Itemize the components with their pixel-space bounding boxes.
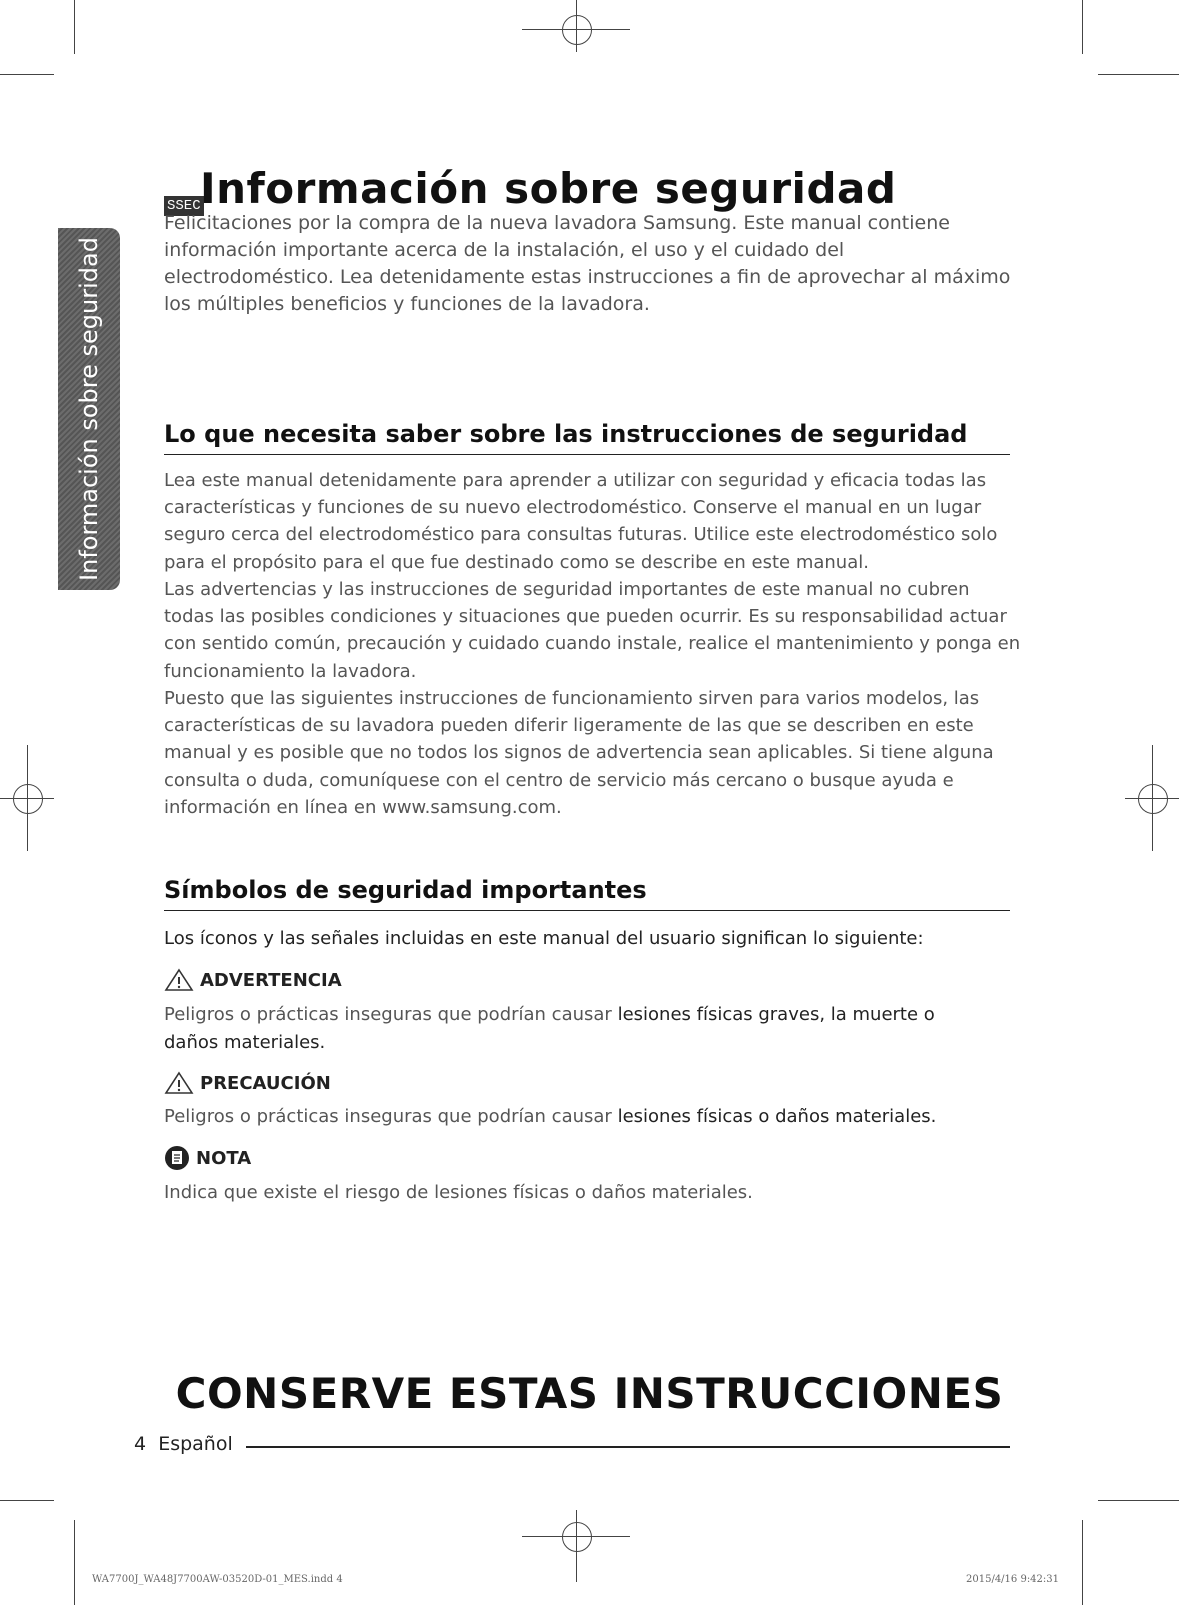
section-heading-instructions: Lo que necesita saber sobre las instrucciones de seguridad (164, 420, 1010, 455)
caution-description (164, 1103, 994, 1131)
caution-text-bold: lesiones físicas o daños materiales. (617, 1106, 937, 1127)
warning-description (164, 1001, 994, 1057)
note-label-text: NOTA (196, 1147, 252, 1169)
symbols-intro: Los íconos y las señales incluidas en este manual del usuario significan lo siguiente: (164, 928, 924, 949)
crop-mark (1082, 0, 1083, 54)
print-timestamp: 2015/4/16 9:42:31 (966, 1574, 1060, 1585)
section1-paragraph: Lea este manual detenidamente para aprender a utilizar con seguridad y eficacia todas las características y funciones de su nuevo electrodoméstico. Conserve el manual en un lugar seguro cerca del electrodoméstico para consultas futuras. Utilice este electrodoméstico solo para el propósito para el que fue destinado como se describe en este manual. (164, 470, 998, 573)
crop-mark (1098, 74, 1179, 75)
warning-label (164, 968, 342, 992)
page-title: Información sobre seguridad (200, 164, 897, 213)
crop-mark (74, 1520, 75, 1605)
warning-label-text: ADVERTENCIA (200, 969, 342, 991)
page-language: Español (158, 1433, 233, 1455)
section1-paragraph: Puesto que las siguientes instrucciones de funcionamiento sirven para varios modelos, las características de su lavadora pueden diferir ligeramente de las que se describen en este manual y es posible que no todos los signos de advertencia sean aplicables. Si tiene alguna consulta o duda, comuníquese con el centro de servicio más cercano o busque ayuda e información en línea en www.samsung.com. (164, 688, 994, 818)
page-number (134, 1433, 233, 1455)
side-tab-label: Información sobre seguridad (75, 237, 103, 581)
caution-label-text: PRECAUCIÓN (200, 1072, 331, 1094)
warning-text-plain: Peligros o prácticas inseguras que podrían causar (164, 1004, 618, 1025)
caution-text-plain: Peligros o prácticas inseguras que podrían causar (164, 1106, 618, 1127)
footer-title: CONSERVE ESTAS INSTRUCCIONES (175, 1369, 1004, 1418)
note-description: Indica que existe el riesgo de lesiones físicas o daños materiales. (164, 1182, 753, 1203)
section-tag: SSEC (164, 196, 204, 216)
side-tab (58, 228, 120, 590)
footer-rule (246, 1446, 1010, 1448)
crop-mark (1098, 1500, 1179, 1501)
caution-triangle-icon (164, 1071, 194, 1095)
page-number-value: 4 (134, 1433, 147, 1455)
note-label (164, 1145, 251, 1171)
warning-triangle-icon (164, 968, 194, 992)
crop-mark (1082, 1520, 1083, 1605)
crop-mark (74, 0, 75, 54)
section1-paragraph: Las advertencias y las instrucciones de seguridad importantes de este manual no cubren todas las posibles condiciones y situaciones que pueden ocurrir. Es su responsabilidad actuar con sentido común, precaución y cuidado cuando instale, realice el mantenimiento y ponga en funcionamiento la lavadora. (164, 579, 1021, 682)
warning-text-bold: lesiones físicas graves, la muerte o daños materiales. (164, 1004, 935, 1053)
intro-paragraph: Felicitaciones por la compra de la nueva lavadora Samsung. Este manual contiene información importante acerca de la instalación, el uso y el cuidado del electrodoméstico. Lea detenidamente estas instrucciones a fin de aprovechar al máximo los múltiples beneficios y funciones de la lavadora. (164, 212, 1011, 315)
section-heading-symbols: Símbolos de seguridad importantes (164, 876, 1010, 911)
note-icon (164, 1145, 190, 1171)
crop-mark (0, 74, 54, 75)
caution-label (164, 1071, 331, 1095)
crop-mark (0, 1500, 54, 1501)
file-slug: WA7700J_WA48J7700AW-03520D-01_MES.indd 4 (92, 1574, 343, 1585)
